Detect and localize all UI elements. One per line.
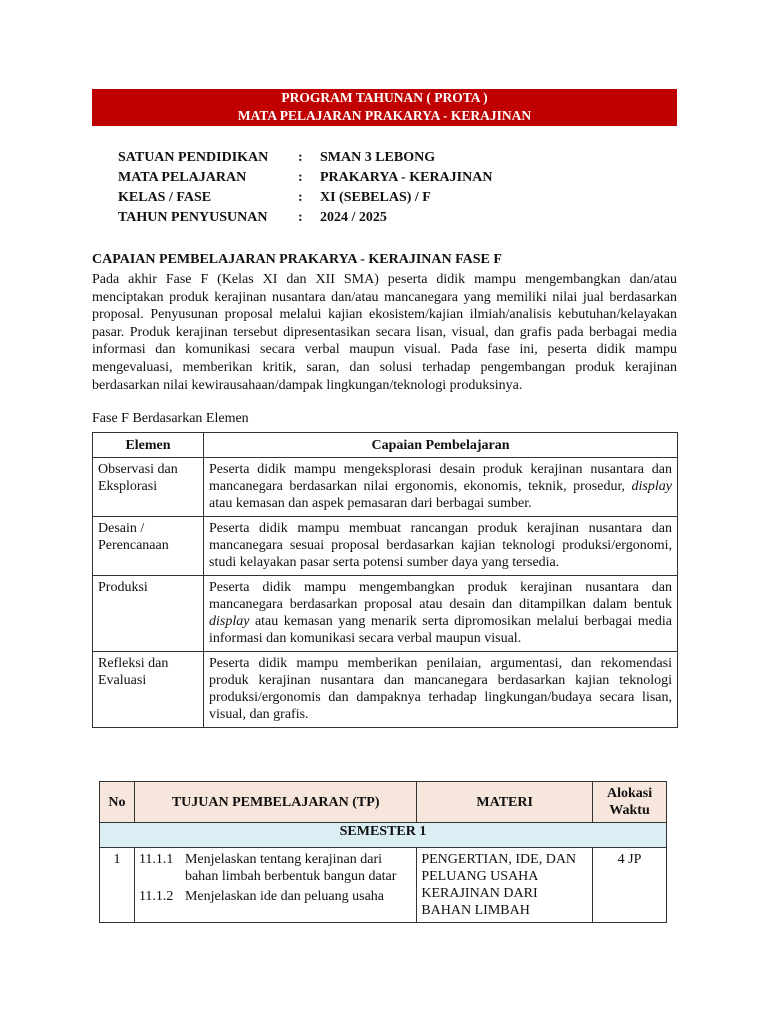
tp-item-text: Menjelaskan tentang kerajinan dari bahan limbah berbentuk bangun datar bbox=[184, 852, 397, 884]
tp-row-alokasi: 4 JP bbox=[593, 848, 667, 923]
elemen-row bbox=[93, 652, 678, 728]
identity-key: SATUAN PENDIDIKAN bbox=[118, 150, 269, 165]
identity-key: TAHUN PENYUSUNAN bbox=[118, 210, 268, 225]
elemen-capaian: Peserta didik mampu memberikan penilaian, argumentasi, dan rekomendasi produk kerajinan nusantara dan mancanegara berdasarkan kajian teknologi produksi/ergonomis dan dampaknya terhadap lingkungan/budaya secara lisan, visual, dan grafis. bbox=[204, 652, 678, 728]
header-band bbox=[92, 89, 677, 126]
identity-table bbox=[118, 150, 492, 230]
no-header: No bbox=[100, 782, 135, 823]
identity-row bbox=[118, 190, 492, 210]
identity-key: KELAS / FASE bbox=[118, 190, 212, 205]
tp-table bbox=[99, 781, 667, 923]
identity-row bbox=[118, 150, 492, 170]
tp-item bbox=[139, 888, 412, 905]
tp-row bbox=[100, 848, 667, 923]
elemen-capaian: Peserta didik mampu mengeksplorasi desain produk kerajinan nusantara dan mancanegara berdasarkan nilai ergonomis, ekonomis, teknik, prosedur, display atau kemasan dan aspek pemasaran dari berbagai sumber. bbox=[204, 458, 678, 517]
elemen-row bbox=[93, 517, 678, 576]
elemen-capaian: Peserta didik mampu mengembangkan produk kerajinan nusantara dan mancanegara berdasarkan proposal atau desain dan ditampilkan dalam bentuk display atau kemasan yang menarik serta dipromosikan melalui berbagai media informasi dan komunikasi secara verbal maupun visual. bbox=[204, 576, 678, 652]
elemen-capaian: Peserta didik mampu membuat rancangan produk kerajinan nusantara dan mancanegara sesuai proposal berdasarkan kajian teknologi produksi/ergonomi, studi kelayakan pasar serta potensi sumber daya yang tersedia. bbox=[204, 517, 678, 576]
tp-row-materi: PENGERTIAN, IDE, DAN PELUANG USAHA KERAJINAN DARI BAHAN LIMBAH bbox=[417, 848, 593, 923]
identity-colon: : bbox=[298, 210, 303, 225]
identity-colon: : bbox=[298, 170, 303, 185]
header-title: PROGRAM TAHUNAN ( PROTA ) bbox=[281, 90, 488, 105]
tp-item-text: Menjelaskan ide dan peluang usaha bbox=[184, 889, 384, 904]
identity-value: XI (SEBELAS) / F bbox=[320, 190, 431, 205]
tp-item-code: 11.1.1 bbox=[138, 852, 174, 867]
header-subtitle: MATA PELAJARAN PRAKARYA - KERAJINAN bbox=[237, 108, 532, 123]
identity-row bbox=[118, 210, 492, 230]
materi-header: MATERI bbox=[417, 782, 593, 823]
tp-header: TUJUAN PEMBELAJARAN (TP) bbox=[134, 782, 416, 823]
semester-label: SEMESTER 1 bbox=[100, 823, 667, 848]
alokasi-header: Alokasi Waktu bbox=[593, 782, 667, 823]
elemen-name: Refleksi dan Evaluasi bbox=[93, 652, 204, 728]
semester-row bbox=[100, 823, 667, 848]
tp-item bbox=[139, 851, 412, 885]
elemen-header-row bbox=[93, 433, 678, 458]
elemen-name: Desain / Perencanaan bbox=[93, 517, 204, 576]
identity-colon: : bbox=[298, 190, 303, 205]
elemen-table bbox=[92, 432, 678, 728]
elemen-row bbox=[93, 576, 678, 652]
identity-key: MATA PELAJARAN bbox=[118, 170, 247, 185]
elemen-name: Observasi dan Eksplorasi bbox=[93, 458, 204, 517]
identity-value: PRAKARYA - KERAJINAN bbox=[320, 170, 493, 185]
identity-colon: : bbox=[298, 150, 303, 165]
fase-label: Fase F Berdasarkan Elemen bbox=[92, 411, 249, 426]
tp-item-code: 11.1.2 bbox=[138, 889, 174, 904]
elemen-name: Produksi bbox=[93, 576, 204, 652]
tp-header-row bbox=[100, 782, 667, 823]
capaian-header: Capaian Pembelajaran bbox=[204, 433, 678, 458]
elemen-row bbox=[93, 458, 678, 517]
capaian-body: Pada akhir Fase F (Kelas XI dan XII SMA) peserta didik mampu mengembangkan dan/atau menciptakan produk kerajinan nusantara dan/atau mancanegara yang memiliki nilai jual berdasarkan proposal. Penyusunan proposal melalui kajian ekosistem/kajian ilmiah/analisis kebutuhan/kelayakan pasar. Produk kerajinan tersebut dipresentasikan secara lisan, visual, dan grafis pada berbagai media informasi dan komunikasi secara verbal maupun visual. Pada fase ini, peserta didik mampu mengevaluasi, memberikan kritik, saran, dan solusi terhadap pengembangan produk kerajinan berdasarkan nilai kewirausahaan/dampak lingkungan/teknologi produksinya. bbox=[92, 272, 677, 393]
tp-row-no: 1 bbox=[100, 848, 135, 923]
identity-value: 2024 / 2025 bbox=[320, 210, 387, 225]
tp-row-objectives bbox=[134, 848, 416, 923]
identity-value: SMAN 3 LEBONG bbox=[320, 150, 436, 165]
elemen-header: Elemen bbox=[93, 433, 204, 458]
capaian-title: CAPAIAN PEMBELAJARAN PRAKARYA - KERAJINAN FASE F bbox=[92, 252, 502, 267]
identity-row bbox=[118, 170, 492, 190]
